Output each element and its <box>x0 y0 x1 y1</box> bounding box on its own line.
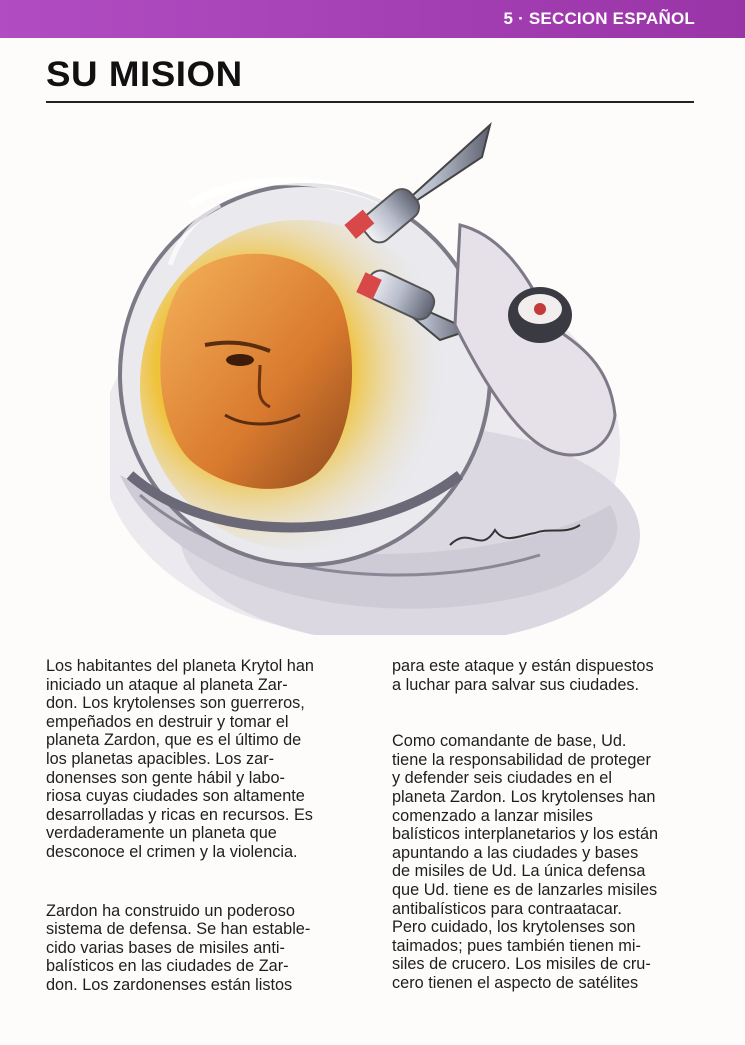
left-column <box>46 657 352 995</box>
paragraph: Los habitantes del planeta Krytol han iniciado un ataque al planeta Zar- don. Los krytolenses son guerreros, empeñados en destruir y tomar el planeta Zardon, que es el último de los planetas apacibles. Los zar- donenses son gente hábil y labo- riosa cuyas ciudades son altamente desarrolladas y ricas en recursos. Es verdaderamente un planeta que desconoce el crimen y la violencia. <box>46 657 314 861</box>
page-title: SU MISION <box>46 55 243 94</box>
right-column <box>392 657 722 993</box>
section-tab-label: 5 · SECCION ESPAÑOL <box>503 9 695 28</box>
section-tab <box>0 0 745 38</box>
paragraph: Zardon ha construido un poderoso sistema de defensa. Se han estable- cido varias bases de misiles anti- balísticos en las ciudades de Zar- don. Los zardonenses están listos <box>46 901 311 994</box>
title-rule <box>46 101 694 103</box>
astronaut-illustration <box>110 115 640 635</box>
paragraph: para este ataque y están dispuestos a luchar para salvar sus ciudades. <box>392 657 654 694</box>
paragraph: Como comandante de base, Ud. tiene la responsabilidad de proteger y defender seis ciudades en el planeta Zardon. Los krytolenses han comenzado a lanzar misiles balísticos interplanetarios y los están apuntando a las ciudades y bases de misiles de Ud. La única defensa que Ud. tiene es de lanzarles misiles antibalísticos para contraatacar. Pero cuidado, los krytolenses son taimados; pues también tienen mi- siles de crucero. Los misiles de cru- cero tienen el aspecto de satélites <box>392 732 659 992</box>
